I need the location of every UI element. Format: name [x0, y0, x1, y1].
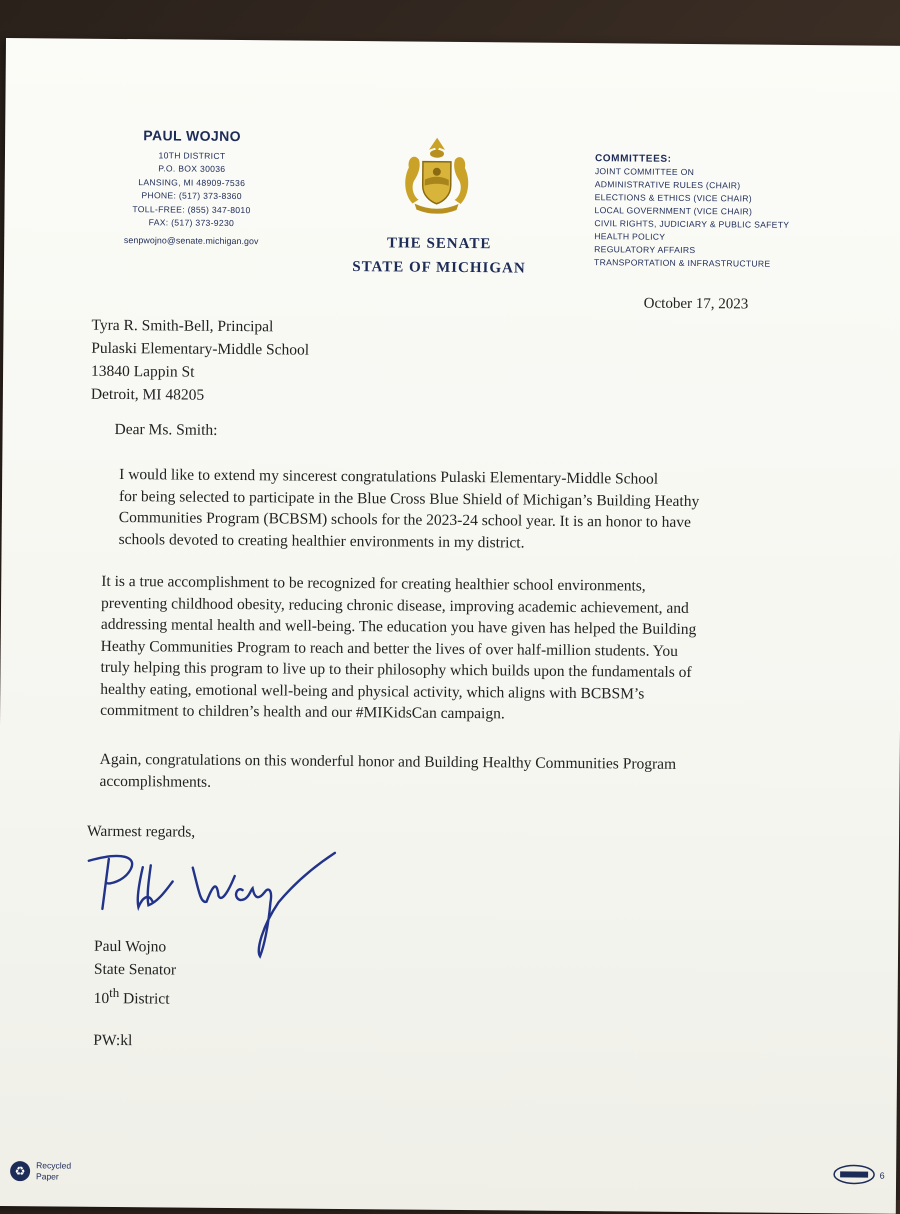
sender-phone: PHONE: (517) 373-8360: [141, 190, 242, 202]
district-suffix: th: [109, 984, 120, 1001]
state-seal-icon: [400, 133, 473, 214]
committee-item: ELECTIONS & ETHICS (VICE CHAIR): [594, 192, 752, 204]
letter-date: October 17, 2023: [643, 295, 749, 313]
paragraph-line: commitment to children’s health and our #MIKidsCan campaign.: [100, 701, 505, 723]
sender-fax: FAX: (517) 373-9230: [148, 217, 235, 229]
sender-name: PAUL WOJNO: [143, 127, 242, 145]
recipient-school: Pulaski Elementary-Middle School: [91, 339, 310, 359]
reference-initials: PW:kl: [93, 1031, 133, 1050]
sender-district: 10TH DISTRICT: [158, 150, 226, 161]
sender-po-box: P.O. BOX 30036: [158, 163, 226, 175]
committee-item: CIVIL RIGHTS, JUDICIARY & PUBLIC SAFETY: [594, 218, 790, 230]
signer-district: [94, 981, 176, 1011]
letterhead-line-1: THE SENATE: [386, 235, 492, 253]
letterhead-line-2: STATE OF MICHIGAN: [352, 259, 526, 277]
signer-block: [94, 935, 177, 1011]
union-bug-icon: [832, 1163, 886, 1185]
paragraph-line: schools devoted to creating healthier environments in my district.: [118, 530, 525, 552]
recycled-paper-mark: [10, 1158, 120, 1187]
paragraph-line: preventing childhood obesity, reducing chronic disease, improving academic achievement, and: [101, 594, 689, 617]
recipient-address: [91, 314, 310, 408]
letter-paper: [0, 38, 900, 1214]
senate-letterhead: [304, 231, 574, 281]
recycled-label-line-2: Paper: [36, 1171, 59, 1182]
paragraph-3: [99, 749, 676, 797]
page-number: 6: [879, 1170, 885, 1181]
district-word: District: [119, 990, 170, 1008]
signer-title: State Senator: [93, 960, 177, 979]
recipient-name: Tyra R. Smith-Bell, Principal: [91, 316, 274, 336]
recycled-label-line-1: Recycled: [36, 1160, 72, 1171]
salutation: Dear Ms. Smith:: [114, 420, 218, 439]
committee-item: LOCAL GOVERNMENT (VICE CHAIR): [594, 205, 753, 217]
sender-toll-free: TOLL-FREE: (855) 347-8010: [132, 203, 251, 215]
paragraph-line: for being selected to participate in the Blue Cross Blue Shield of Michigan’s Building Heathy: [118, 487, 700, 510]
recycle-icon: ♻: [10, 1161, 30, 1181]
paragraph-line: I would like to extend my sincerest congratulations Pulaski Elementary-Middle School: [119, 466, 659, 488]
committee-item: ADMINISTRATIVE RULES (CHAIR): [594, 179, 741, 191]
committees-title: COMMITTEES:: [594, 153, 672, 165]
paragraph-1: [119, 464, 700, 555]
paragraph-line: healthy eating, emotional well-being and physical activity, which aligns with BCBSM’s: [100, 680, 645, 703]
paragraph-2: [100, 571, 697, 727]
committees-block: [594, 153, 825, 271]
recipient-city: Detroit, MI 48205: [90, 385, 205, 404]
paragraph-line: Heathy Communities Program to reach and better the lives of over half-million students. You: [100, 637, 679, 660]
committee-item: TRANSPORTATION & INFRASTRUCTURE: [594, 257, 771, 269]
sender-block: [116, 127, 267, 249]
sender-email: senpwojno@senate.michigan.gov: [123, 235, 259, 247]
signer-name: Paul Wojno: [94, 937, 167, 956]
sender-city: LANSING, MI 48909-7536: [138, 176, 246, 188]
paragraph-line: Again, congratulations on this wonderful honor and Building Healthy Communities Program: [99, 750, 677, 773]
paragraph-line: truly helping this program to live up to their philosophy which builds upon the fundamentals of: [100, 658, 692, 682]
recipient-street: 13840 Lappin St: [91, 362, 195, 381]
paragraph-line: accomplishments.: [99, 772, 212, 791]
committee-item: HEALTH POLICY: [594, 231, 666, 242]
paragraph-line: Communities Program (BCBSM) schools for the 2023-24 school year. It is an honor to have: [118, 509, 692, 531]
district-number: 10: [93, 989, 110, 1008]
paragraph-line: addressing mental health and well-being. The education you have given has helped the Building: [100, 615, 697, 639]
closing: Warmest regards,: [87, 822, 196, 841]
committee-item: REGULATORY AFFAIRS: [594, 244, 696, 256]
committee-item: JOINT COMMITTEE ON: [594, 166, 695, 178]
paragraph-line: It is a true accomplishment to be recognized for creating healthier school environments,: [101, 572, 646, 595]
